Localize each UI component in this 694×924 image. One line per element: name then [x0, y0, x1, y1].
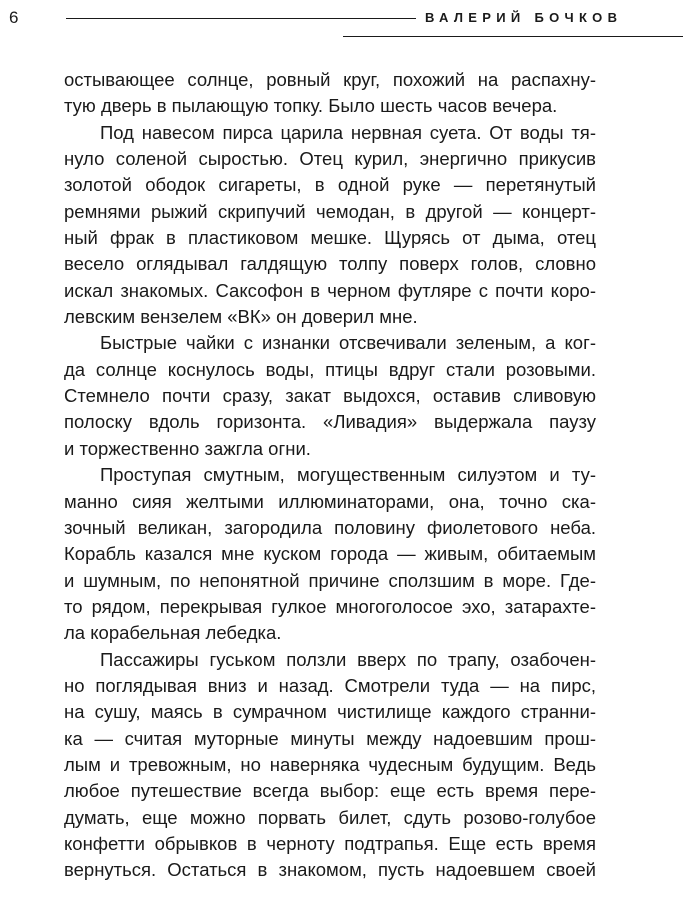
text-line: остывающее солнце, ровный круг, похожий на распахну- — [64, 69, 596, 90]
text-line: лым и тревожным, но наверняка чудесным будущим. Ведь — [64, 753, 596, 775]
text-line: вернуться. Остаться в знакомом, пусть надоевшем своей — [64, 859, 596, 881]
text-line: Пассажиры гуськом ползли вверх по трапу, озабочен- — [100, 648, 596, 670]
text-line: и торжественно зажгла огни. — [64, 437, 311, 459]
text-line: на сушу, маясь в сумрачном чистилище каждого странни- — [64, 701, 596, 723]
text-line: конфетти обрывков в черноту подтрапья. Еще есть время — [64, 832, 596, 854]
running-head: ВАЛЕРИЙ БОЧКОВ — [425, 10, 623, 25]
body-text — [64, 67, 596, 884]
text-line: ла корабельная лебедка. — [64, 622, 282, 644]
text-line: полоску вдоль горизонта. «Ливадия» выдержала паузу — [64, 411, 596, 433]
text-line: любое путешествие всегда выбор: еще есть время пере- — [64, 780, 596, 802]
text-line: думать, еще можно порвать билет, сдуть розово-голубое — [64, 806, 596, 828]
text-line: ремнями рыжий скрипучий чемодан, в другой — концерт- — [64, 200, 596, 222]
text-line: Стемнело почти сразу, закат выдохся, оставив сливовую — [64, 385, 596, 407]
paragraph — [64, 330, 596, 462]
paragraph — [64, 67, 596, 120]
page-number: 6 — [9, 8, 19, 27]
text-line: искал знакомых. Саксофон в черном футляре с почти коро- — [64, 279, 596, 301]
text-line: но поглядывая вниз и назад. Смотрели туда — на пирс, — [64, 674, 596, 696]
header-rule-bottom — [343, 36, 683, 37]
text-line: тую дверь в пылающую топку. Было шесть часов вечера. — [64, 95, 558, 117]
text-line: Быстрые чайки с изнанки отсвечивали зеленым, а ког- — [100, 332, 596, 354]
text-line: Под навесом пирса царила нервная суета. От воды тя- — [100, 121, 596, 143]
text-line: Корабль казался мне куском города — живым, обитаемым — [64, 543, 596, 565]
text-line: ка — считая муторные минуты между надоевшим прош- — [64, 727, 596, 749]
paragraph — [64, 647, 596, 884]
text-line: и шумным, по непонятной причине сползшим в море. Где- — [64, 569, 596, 591]
paragraph — [64, 120, 596, 331]
text-line: да солнце коснулось воды, птицы вдруг стали розовыми. — [64, 358, 596, 380]
text-line: Проступая смутным, могущественным силуэтом и ту- — [100, 464, 596, 486]
text-line: то рядом, перекрывая гулкое многоголосое эхо, затарахте- — [64, 595, 596, 617]
header-rule-top — [66, 18, 416, 19]
text-line: манно сияя желтыми иллюминаторами, она, точно ска- — [64, 490, 596, 512]
text-line: нуло соленой сыростью. Отец курил, энергично прикусив — [64, 148, 596, 170]
text-line: ный фрак в пластиковом мешке. Щурясь от дыма, отец — [64, 227, 596, 249]
text-line: весело оглядывал галдящую толпу поверх голов, словно — [64, 253, 596, 275]
text-line: золотой ободок сигареты, в одной руке — перетянутый — [64, 174, 596, 196]
text-line: зочный великан, загородила половину фиолетового неба. — [64, 516, 596, 538]
paragraph — [64, 462, 596, 646]
text-line: левским вензелем «ВК» он доверил мне. — [64, 306, 418, 328]
